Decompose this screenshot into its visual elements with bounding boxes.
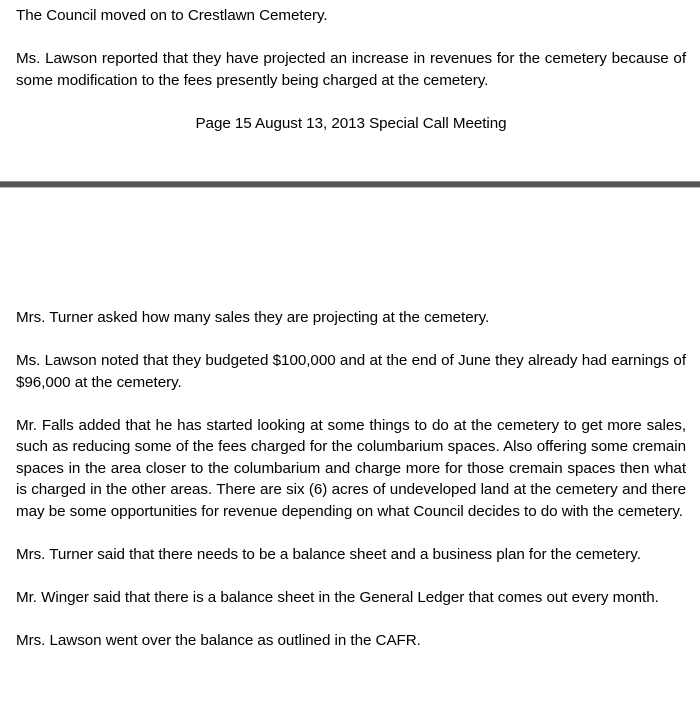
page-16-content (0, 307, 700, 651)
paragraph-spacer (16, 393, 686, 415)
paragraph-falls-cemetery-plans: Mr. Falls added that he has started looking at some things to do at the cemetery to get more sales, such as reducing some of the fees charged for the columbarium spaces. Also offering some cremain spaces in the area closer to the columbarium and charge more for those cremain spaces then what is charged in the other areas. There are six (6) acres of undeveloped land at the cemetery and there may be some opportunities for revenue depending on what Council decides to do with the cemetery. (16, 416, 686, 520)
paragraph-spacer (16, 329, 686, 351)
paragraph-spacer (16, 608, 686, 630)
paragraph-council-moved: The Council moved on to Crestlawn Cemetery. (16, 7, 328, 24)
paragraph-turner-sales: Mrs. Turner asked how many sales they are projecting at the cemetery. (16, 309, 490, 326)
paragraph-lawson-budget: Ms. Lawson noted that they budgeted $100,000 and at the end of June they already had earnings of $96,000 at the cemetery. (16, 352, 686, 391)
paragraph-spacer (16, 27, 686, 49)
paragraph-lawson-cafr: Mrs. Lawson went over the balance as outlined in the CAFR. (16, 631, 421, 649)
page-break-divider (0, 181, 700, 188)
page-footer: Page 15 August 13, 2013 Special Call Meeting (195, 114, 507, 132)
page-bottom-margin (0, 134, 700, 181)
page-15-content (0, 0, 700, 134)
paragraph-winger-general-ledger: Mr. Winger said that there is a balance sheet in the General Ledger that comes out every month. (16, 588, 659, 606)
page-top-margin (0, 188, 700, 307)
paragraph-lawson-revenues: Ms. Lawson reported that they have projected an increase in revenues for the cemetery because of some modification to the fees presently being charged at the cemetery. (16, 50, 686, 89)
paragraph-spacer (16, 565, 686, 587)
paragraph-turner-balance-sheet: Mrs. Turner said that there needs to be a balance sheet and a business plan for the cemetery. (16, 545, 641, 563)
paragraph-spacer (16, 91, 686, 113)
paragraph-spacer (16, 522, 686, 544)
